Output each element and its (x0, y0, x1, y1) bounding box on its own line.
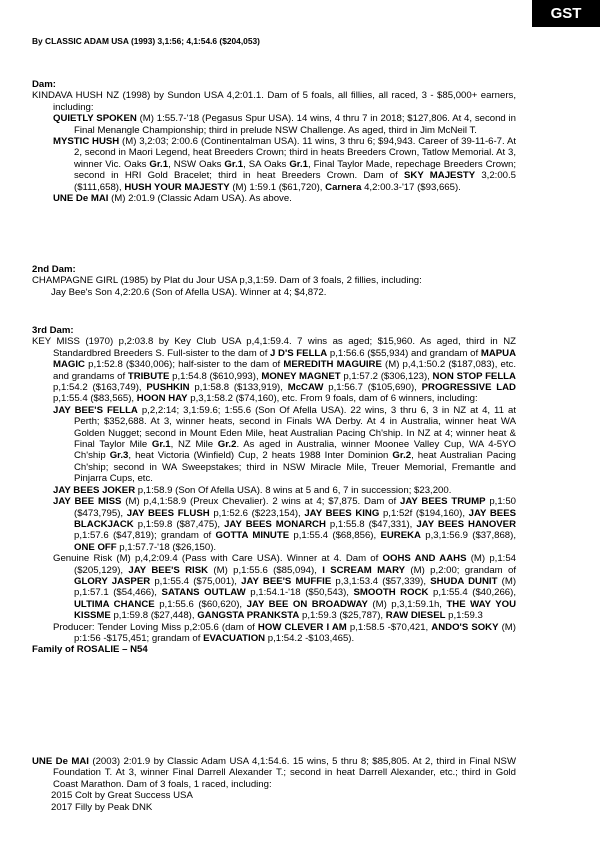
horse-name: OOHS AND AAHS (382, 553, 467, 565)
progeny-foal: 2015 Colt by Great Success USA (51, 790, 193, 802)
progeny-foal: 2017 Filly by Peak DNK (51, 801, 153, 813)
producer-text: Producer: Tender Loving Miss p,2:05.6 (dam of (53, 621, 258, 633)
foal-text: p,1:55.4 ($40,266), (428, 587, 516, 599)
foal-text: Genuine Risk (M) p,4,2:09.4 (Pass with Care USA). Winner at 4. Dam of (53, 553, 383, 565)
horse-name: JAY BEES TRUMP (399, 496, 486, 508)
horse-name: THE WAY YOU KISSME (74, 598, 517, 622)
foal-text: (M) p,1:57.1 ($54,466), (74, 575, 517, 599)
horse-name: EVACUATION (203, 632, 266, 644)
horse-name: Carnera (325, 181, 362, 193)
producer-text: p,1:58.5 -$70,421, (346, 621, 432, 633)
second-dam-intro: CHAMPAGNE GIRL (1985) by Plat du Jour USA p,3,1:59. Dam of 3 foals, 2 fillies, including: (32, 275, 422, 287)
third-dam-foal-jay-bee-miss (32, 496, 516, 553)
foal-text: , heat Victoria (Winfield) Cup, 2 heats 1988 Inter Dominion (128, 450, 393, 462)
foal-text: (M) p,4,1:58.9 (Preux Chevalier). 2 wins at 4; $7,875. Dam of (121, 496, 400, 508)
intro-text: p,1:54.8 ($610,993), (169, 370, 262, 382)
horse-name: PROGRESSIVE LAD (421, 382, 516, 394)
horse-name: SMOOTH ROCK (353, 587, 429, 599)
group-rating: Gr.2 (217, 439, 237, 451)
foal-text: , Final Taylor Made, repechage Breeders Crown; second in HRI Gold Bracelet; third in heat Breeders Crown. Dam of (74, 158, 517, 182)
foal-text: . As aged in Australia, winner Moonee Valley Cup, WA 4-5YO Ch'ship (74, 439, 516, 462)
horse-name: HUSH YOUR MAJESTY (124, 181, 230, 193)
foal-text: p,3,1:56.9 ($37,868), (420, 530, 516, 542)
horse-name: McCAW (287, 382, 324, 394)
foal-text: (M) p,1:54 ($205,129), (74, 553, 517, 576)
intro-text: p,1:52.8 ($340,006); half-sister to the dam of (84, 359, 284, 371)
dam-intro: KINDAVA HUSH NZ (1998) by Sundon USA 4,2:01.1. Dam of 5 foals, all fillies, all raced, 3 - $85,000+ earners, including: (32, 90, 516, 113)
progeny-section (32, 756, 516, 813)
horse-name: ONE OFF (74, 541, 117, 553)
horse-name: JAY BEE MISS (53, 496, 122, 508)
horse-name: NON STOP FELLA (432, 370, 516, 382)
intro-text: p,3,1:58.2 ($74,160), etc. From 9 foals, dam of 6 winners, including: (187, 393, 478, 405)
third-dam-foal-genuine-risk (32, 553, 516, 621)
second-dam-heading: 2nd Dam: (32, 264, 76, 275)
horse-name: UNE De MAI (32, 756, 89, 767)
horse-name: J D'S FELLA (270, 347, 328, 359)
foal-text: , heat Australian Pacing Ch'ship; second in WA Sweepstakes; third in NSW Miracle Mile, Treuer Memorial, Fremantle and Pinjarra Cups, etc. (74, 450, 516, 485)
horse-name: JAY BEES FLUSH (126, 507, 210, 519)
sire-line: By CLASSIC ADAM USA (1993) 3,1:56; 4,1:54.6 ($204,053) (32, 36, 260, 46)
horse-name: ANDO'S SOKY (431, 621, 499, 633)
third-dam-producer (32, 622, 516, 645)
foal-text: 3,2:00.5 ($111,658), (74, 170, 516, 193)
horse-name: MONEY MAGNET (261, 370, 341, 382)
dam-foal-une-de-mai (32, 193, 516, 204)
horse-name: ULTIMA CHANCE (74, 598, 155, 610)
dam-foal-quietly-spoken (32, 113, 516, 136)
intro-text: p,1:56.6 ($55,934) and grandam of (327, 347, 481, 359)
horse-name: QUIETLY SPOKEN (53, 113, 137, 125)
horse-name: JAY BEE'S RISK (128, 564, 209, 576)
producer-text: p,1:54.2 -$103,465). (265, 632, 355, 644)
progeny-une-de-mai (32, 756, 516, 790)
intro-text: KEY MISS (1970) p,2:03.8 by Key Club USA p,4,1:59.4. 7 wins as aged; $15,960. As aged, third in NZ Standardbred Breeders S. Full-sister to the dam of (32, 336, 516, 359)
foal-text: (M) p,2:00; grandam of (405, 564, 517, 576)
dam-section (32, 79, 516, 204)
horse-name: MYSTIC HUSH (53, 136, 120, 148)
horse-name: JAY BEES HANOVER (416, 518, 517, 530)
horse-name: JAY BEE ON BROADWAY (246, 598, 368, 610)
horse-name: EUREKA (380, 530, 421, 542)
horse-name: UNE De MAI (53, 193, 109, 205)
horse-name: JAY BEES BLACKJACK (74, 507, 516, 530)
foal-text: (M) 1:55.7-'18 (Pegasus Spur USA). 14 wins, 4 thru 7 in 2018; $127,806. At 4, second in Final Menangle Championship; third in prelude NSW Challenge. As aged, third in Jim McNeil T. (74, 113, 517, 136)
foal-text: p,1:52f ($194,160), (379, 507, 469, 519)
horse-name: HOW CLEVER I AM (257, 621, 347, 633)
group-rating: Gr.1 (224, 158, 244, 170)
horse-name: GANGSTA PRANKSTA (197, 610, 300, 622)
horse-name: SHUDA DUNIT (430, 575, 498, 587)
dam-foal-mystic-hush (32, 136, 516, 193)
foal-text: (M) 2:01.9 (Classic Adam USA). As above. (108, 193, 292, 205)
group-rating: Gr.1 (289, 158, 308, 170)
foal-text: p,2,2:14; 3,1:59.6; 1:55.6 (Son Of Afella USA). 22 wins, 3 thru 6, 3 in NZ at 4, 11 at Perth; $352,688. At 3, winner heats, second in Finals WA Derby. At 4 in Australia, winner heat WA Golden Nugget; second in Mount Eden Mile, heat Australian Pacing Ch'ship. In NZ at 4; winner heat & Final Taylor Mile (74, 404, 516, 451)
foal-text: p,1:55.4 ($75,001), (150, 575, 242, 587)
foal-text: p,1:50 ($473,795), (74, 496, 517, 519)
horse-name: GOTTA MINUTE (215, 530, 290, 542)
foal-text: p,1:54.1-'18 ($50,543), (245, 587, 354, 599)
third-dam-foal-jay-bees-fella (32, 405, 516, 485)
foal-text: , SA Oaks (243, 158, 290, 170)
horse-name: GLORY JASPER (74, 575, 151, 587)
page-badge: GST (532, 0, 600, 27)
horse-name: JAY BEES KING (304, 507, 380, 519)
foal-text: (M) 3,2:03; 2:00.6 (Continentalman USA). 11 wins, 3 thru 6; $94,943. Career of 39-11-6-7. At 2, second in Maori Legend, heat Breeders Crown; third in heats Breeders Crown, Tatlow Memorial. At 3, winner Vic. Oaks (74, 136, 517, 170)
intro-text: p,1:56.7 ($105,690), (323, 382, 422, 394)
second-dam-section (32, 264, 516, 298)
group-rating: Gr.2 (392, 450, 412, 462)
horse-name: MEREDITH MAGUIRE (283, 359, 382, 371)
intro-text: p,1:58.8 ($133,919), (189, 382, 288, 394)
foal-text: p,1:55.6 ($60,620), (154, 598, 247, 610)
progeny-text: (2003) 2:01.9 by Classic Adam USA 4,1:54.6. 15 wins, 5 thru 8; $85,805. At 2, third in Final NSW Foundation T. At 3, winner Final Darrell Alexander T.; second in heat Darrell Alexander, etc.; third in Gold Coast Marathon. Dam of 3 foals, 1 raced, including: (53, 756, 516, 790)
foal-text: p,1:55.8 ($47,331), (325, 518, 417, 530)
group-rating: Gr.1 (149, 158, 169, 170)
third-dam-heading: 3rd Dam: (32, 325, 74, 336)
horse-name: JAY BEES MONARCH (224, 518, 326, 530)
intro-text: (M) p,4,1:50.2 ($187,083), etc. and grandams of (53, 359, 516, 382)
intro-text: p,1:57.2 ($306,123), (340, 370, 433, 382)
family-line: Family of ROSALIE – N54 (32, 644, 148, 656)
foal-text: , NSW Oaks (168, 158, 225, 170)
dam-heading: Dam: (32, 79, 56, 90)
horse-name: TRIBUTE (127, 370, 170, 382)
third-dam-foal-jay-bees-joker (32, 485, 516, 496)
foal-text: p,3,1:53.4 ($57,339), (331, 575, 431, 587)
foal-text: p,1:52.6 ($223,154), (209, 507, 305, 519)
horse-name: SKY MAJESTY (404, 170, 476, 182)
foal-text: p,1:58.9 (Son Of Afella USA). 8 wins at 5 and 6, 7 in succession; $23,200. (135, 484, 452, 496)
horse-name: MAPUA MAGIC (53, 347, 517, 371)
producer-text: (M) p:1:56 -$175,451; grandam of (74, 621, 516, 644)
horse-name: SATANS OUTLAW (161, 587, 246, 599)
group-rating: Gr.1 (151, 439, 171, 451)
horse-name: PUSHKIN (146, 382, 190, 394)
foal-text: p,1:57.6 ($47,819); grandam of (74, 530, 216, 542)
foal-text: (M) 1:59.1 ($61,720), (229, 181, 326, 193)
intro-text: p,1:55.4 ($83,565), (53, 393, 137, 405)
third-dam-intro (32, 336, 516, 404)
group-rating: Gr.3 (109, 450, 129, 462)
foal-text: p,1:59.8 ($87,475), (133, 518, 225, 530)
horse-name: RAW DIESEL (385, 610, 446, 622)
foal-text: (M) p,1:55.6 ($85,094), (208, 564, 323, 576)
foal-text: , NZ Mile (170, 439, 218, 451)
foal-text: 4,2:00.3-'17 ($93,665). (361, 181, 461, 193)
second-dam-foal: Jay Bee's Son 4,2:20.6 (Son of Afella USA). Winner at 4; $4,872. (51, 286, 327, 298)
horse-name: JAY BEES JOKER (53, 484, 136, 496)
foal-text: p,1:57.7-'18 ($26,150). (116, 541, 217, 553)
intro-text: p,1:54.2 ($163,749), (53, 382, 147, 394)
horse-name: HOON HAY (136, 393, 188, 405)
foal-text: p,1:55.4 ($68,856), (289, 530, 381, 542)
foal-text: p,1:59.3 ($25,787), (299, 610, 386, 622)
foal-text: p,1:59.3 (445, 610, 483, 622)
foal-text: (M) p,3,1:59.1h, (367, 598, 447, 610)
horse-name: I SCREAM MARY (322, 564, 406, 576)
horse-name: JAY BEE'S MUFFIE (241, 575, 332, 587)
third-dam-section (32, 325, 516, 656)
horse-name: JAY BEE'S FELLA (53, 404, 138, 416)
foal-text: p,1:59.8 ($27,448), (110, 610, 198, 622)
